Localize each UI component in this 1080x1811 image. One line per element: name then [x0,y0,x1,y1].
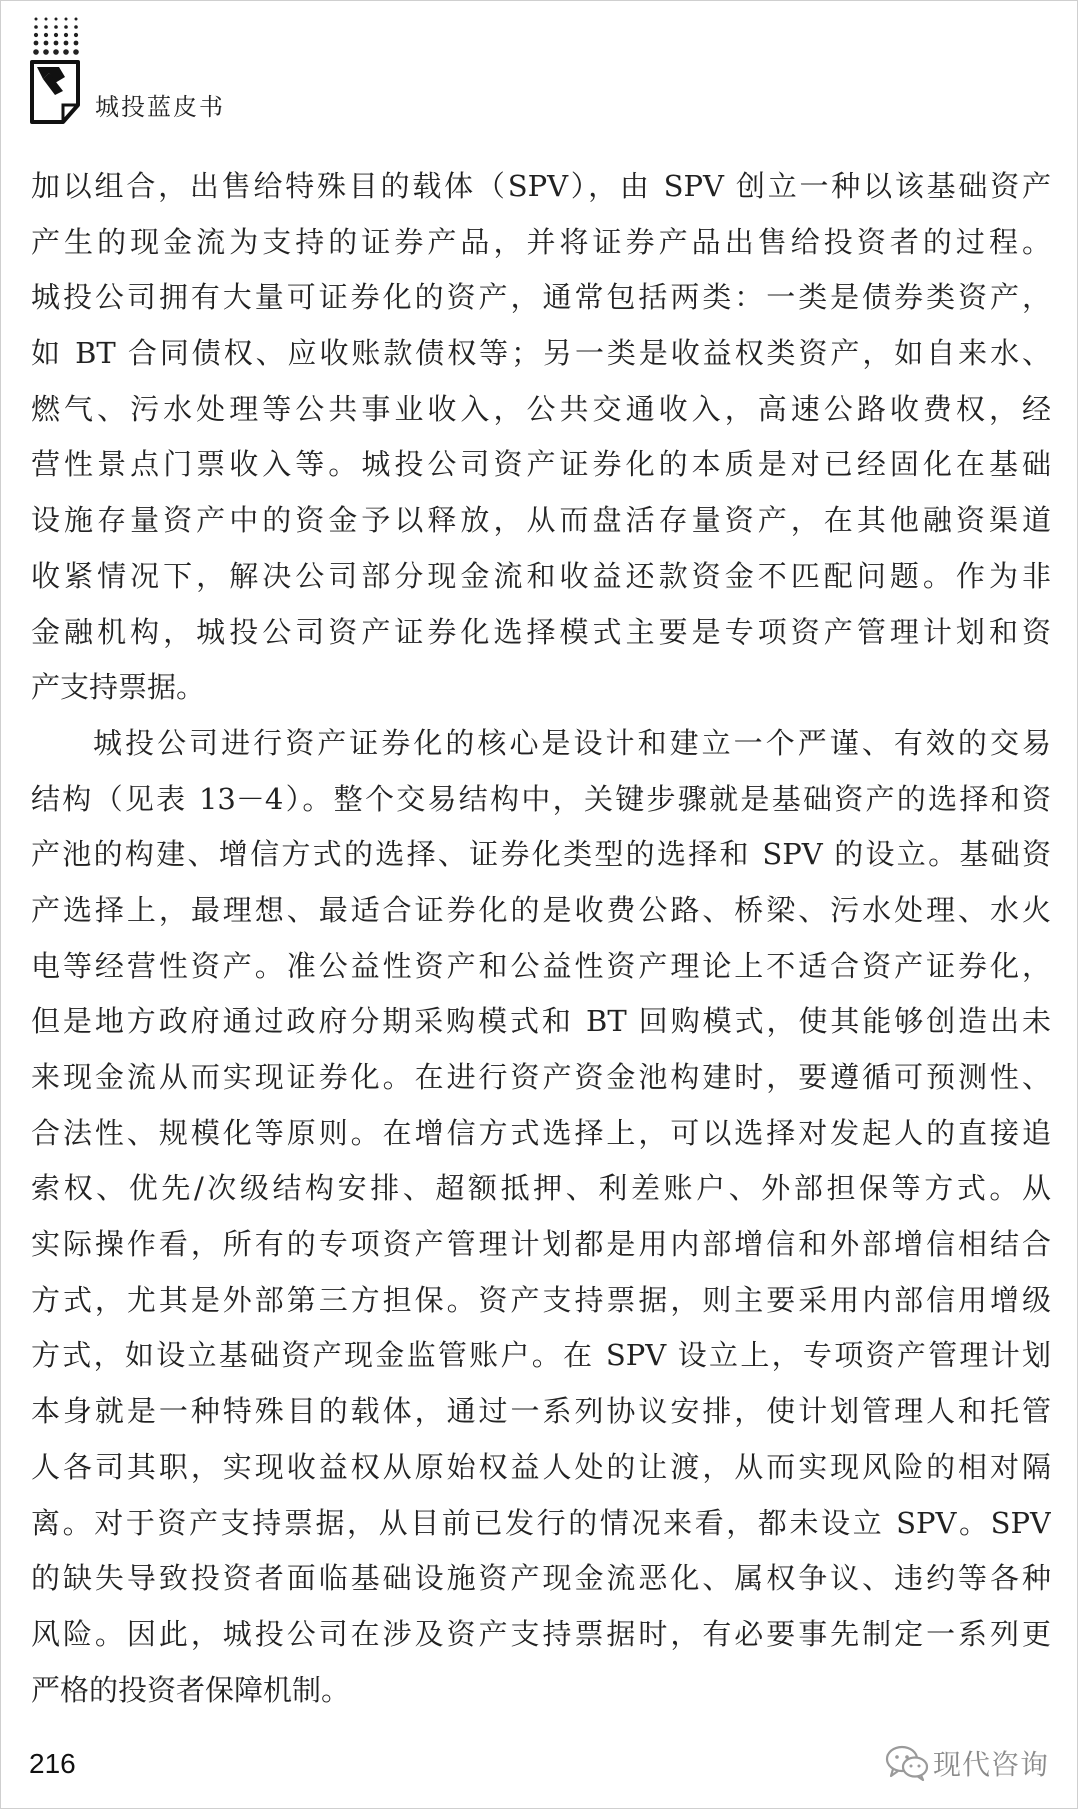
text-line: 城投公司拥有大量可证券化的资产，通常包括两类：一类是债券类资产， [31,280,1051,315]
text-line: 实际操作看，所有的专项资产管理计划都是用内部增信和外部增信相结合 [31,1227,1051,1262]
text-line: 来现金流从而实现证券化。在进行资产资金池构建时，要遵循可预测性、 [31,1060,1051,1094]
text-line: 人各司其职，实现收益权从原始权益人处的让渡，从而实现风险的相对隔 [31,1449,1051,1484]
dot-pattern-icon [32,15,80,59]
text-line: 金融机构，城投公司资产证券化选择模式主要是专项资产管理计划和资 [31,614,1051,649]
text-line: 但是地方政府通过政府分期采购模式和 BT 回购模式，使其能够创造出未 [31,1004,1051,1039]
paragraph [31,716,1051,1718]
running-header [29,15,429,135]
text-line: 产生的现金流为支持的证券产品，并将证券产品出售给投资者的过程。 [31,224,1051,259]
text-line: 燃气、污水处理等公共事业收入，公共交通收入，高速公路收费权，经 [31,391,1051,426]
watermark-text: 现代咨询 [933,1749,1050,1780]
text-line: 合法性、规模化等原则。在增信方式选择上，可以选择对发起人的直接追 [31,1115,1051,1150]
watermark [885,1739,1075,1789]
text-line: 风险。因此，城投公司在涉及资产支持票据时，有必要事先制定一系列更 [31,1616,1051,1651]
text-line: 产选择上，最理想、最适合证券化的是收费公路、桥梁、污水处理、水火 [31,892,1051,927]
text-line: 的缺失导致投资者面临基础设施资产现金流恶化、属权争议、违约等各种 [31,1561,1051,1596]
text-line: 方式，尤其是外部第三方担保。资产支持票据，则主要采用内部信用增级 [31,1282,1051,1317]
text-line: 收紧情况下，解决公司部分现金流和收益还款资金不匹配问题。作为非 [31,558,1051,593]
text-line: 严格的投资者保障机制。 [31,1672,351,1707]
paragraph [31,159,1051,716]
text-line: 电等经营性资产。准公益性资产和公益性资产理论上不适合资产证券化， [31,948,1051,983]
wechat-icon [885,1745,929,1781]
text-line: 产池的构建、增信方式的选择、证券化类型的选择和 SPV 的设立。基础资 [31,837,1051,872]
text-line: 城投公司进行资产证券化的核心是设计和建立一个严谨、有效的交易 [93,725,1051,760]
text-line: 产支持票据。 [31,670,206,705]
page-number: 216 [29,1748,76,1779]
text-line: 离。对于资产支持票据，从目前已发行的情况来看，都未设立 SPV。SPV [31,1505,1051,1540]
text-line: 加以组合，出售给特殊目的载体（SPV），由 SPV 创立一种以该基础资产 [31,169,1051,203]
text-line: 如 BT 合同债权、应收账款债权等；另一类是收益权类资产，如自来水、 [31,336,1051,371]
text-line: 方式，如设立基础资产现金监管账户。在 SPV 设立上，专项资产管理计划 [31,1338,1051,1373]
text-line: 设施存量资产中的资金予以释放，从而盘活存量资产，在其他融资渠道 [31,503,1051,538]
text-line: 本身就是一种特殊目的载体，通过一系列协议安排，使计划管理人和托管 [31,1394,1051,1429]
text-line: 营性景点门票收入等。城投公司资产证券化的本质是对已经固化在基础 [31,447,1051,482]
body-text [31,159,1051,1718]
text-line: 结构（见表 13－4）。整个交易结构中，关键步骤就是基础资产的选择和资 [31,781,1051,816]
text-line: 索权、优先/次级结构安排、超额抵押、利差账户、外部担保等方式。从 [31,1171,1051,1206]
book-corner-icon [29,59,81,125]
series-title: 城投蓝皮书 [95,94,225,121]
